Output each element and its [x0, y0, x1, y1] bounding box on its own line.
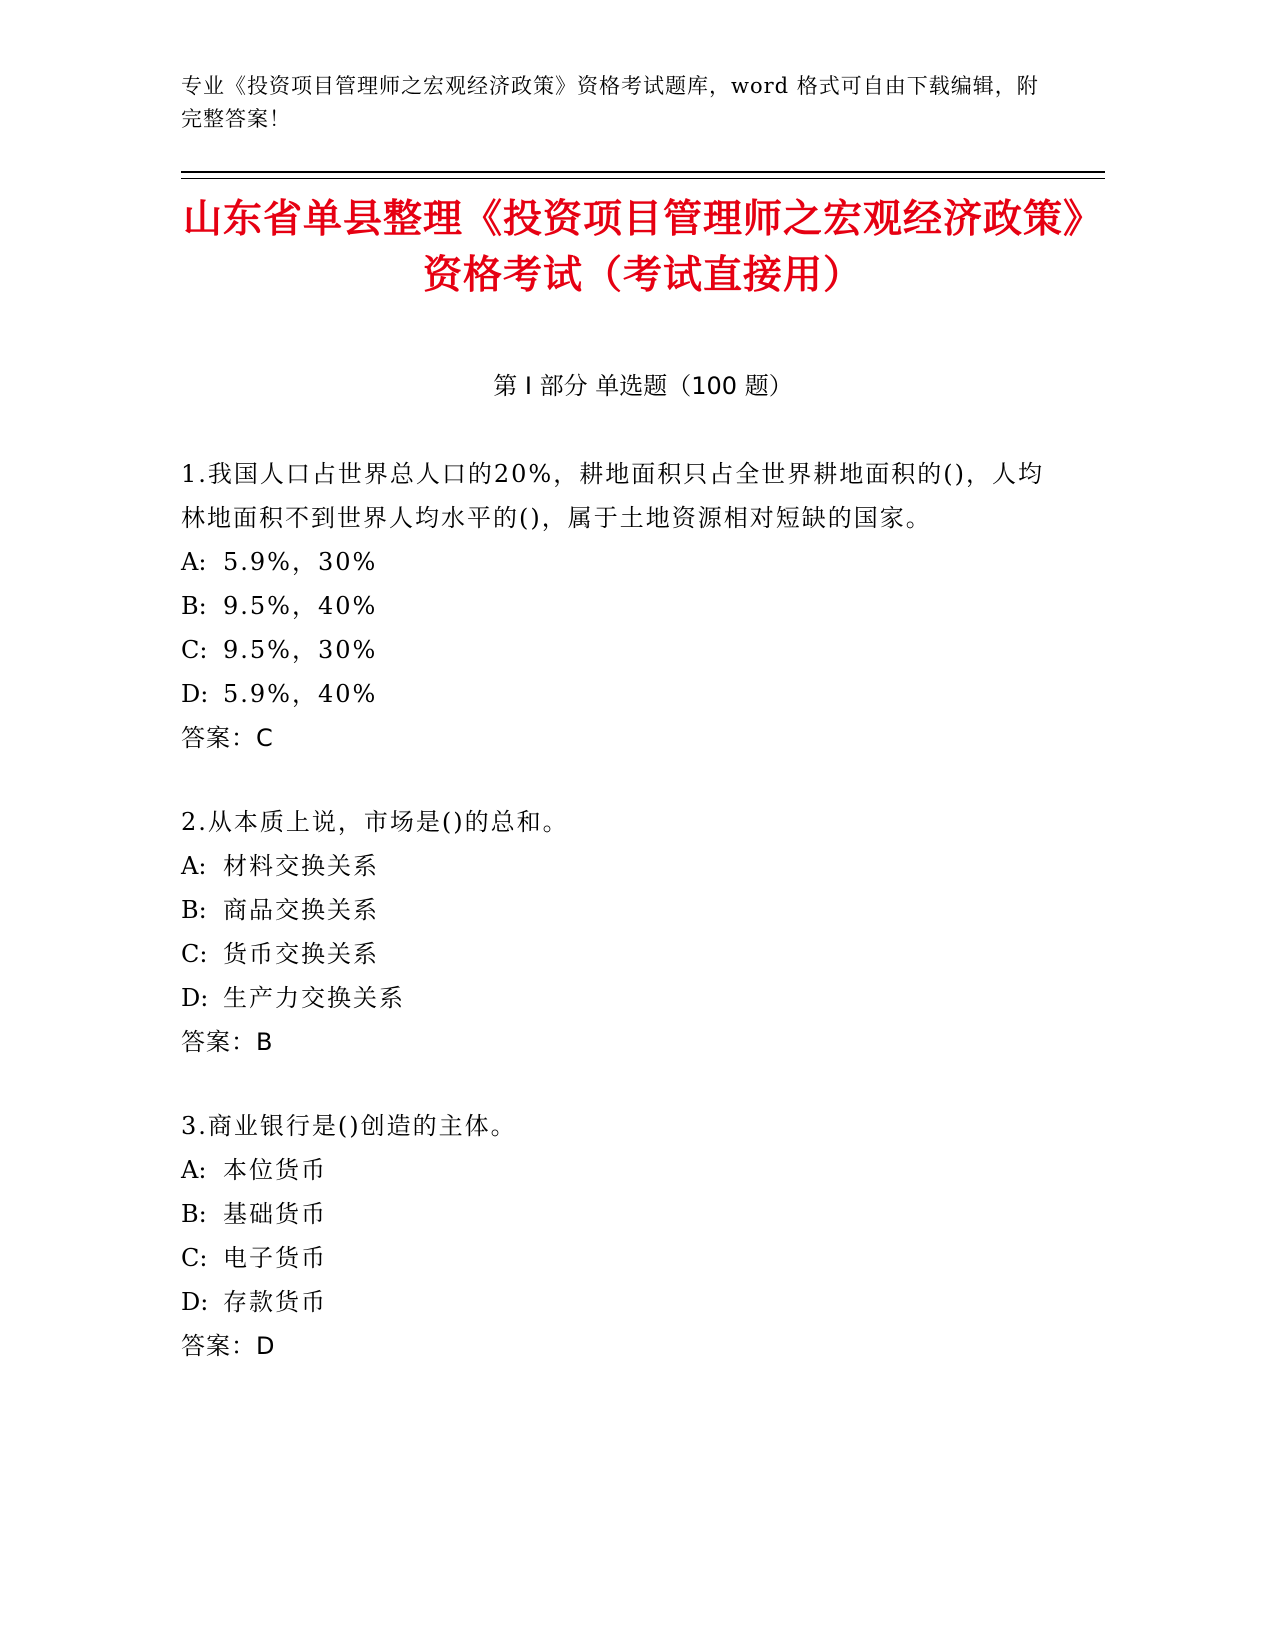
option-label: A: — [181, 548, 207, 576]
option-c — [181, 1236, 1061, 1280]
option-a — [181, 844, 1061, 888]
answer-prefix: 答案： — [181, 1332, 256, 1360]
option-label: A: — [181, 852, 207, 880]
option-text: 商品交换关系 — [223, 896, 379, 924]
option-text: 电子货币 — [223, 1244, 327, 1272]
answer-value: B — [256, 1028, 274, 1056]
option-label: C: — [181, 1244, 208, 1272]
answer-prefix: 答案： — [181, 1028, 256, 1056]
option-text: 5.9%，40% — [223, 680, 378, 708]
answer-line — [181, 1324, 1061, 1368]
option-b — [181, 1192, 1061, 1236]
option-label: B: — [181, 592, 207, 620]
question-stem: 3.商业银行是()创造的主体。 — [181, 1112, 517, 1140]
question-3 — [181, 1104, 1061, 1368]
header-rule-thin — [181, 178, 1105, 179]
option-b — [181, 584, 1061, 628]
option-text: 基础货币 — [223, 1200, 327, 1228]
option-a — [181, 1148, 1061, 1192]
document-title: 山东省单县整理《投资项目管理师之宏观经济政策》资格考试（考试直接用） — [182, 197, 1103, 298]
option-text: 9.5%，30% — [223, 636, 378, 664]
question-2 — [181, 800, 1061, 1064]
option-d — [181, 1280, 1061, 1324]
option-a — [181, 540, 1061, 584]
option-text: 材料交换关系 — [223, 852, 379, 880]
option-label: B: — [181, 896, 207, 924]
section-title: 第 I 部分 单选题（100 题） — [493, 372, 793, 400]
answer-line — [181, 1020, 1061, 1064]
answer-value: D — [256, 1332, 276, 1360]
question-stem: 2.从本质上说，市场是()的总和。 — [181, 808, 569, 836]
question-list — [181, 452, 1061, 1408]
option-label: C: — [181, 940, 208, 968]
option-c — [181, 628, 1061, 672]
option-label: B: — [181, 1200, 207, 1228]
option-text: 存款货币 — [223, 1288, 327, 1316]
option-c — [181, 932, 1061, 976]
option-label: C: — [181, 636, 208, 664]
option-text: 生产力交换关系 — [223, 984, 405, 1012]
option-text: 货币交换关系 — [223, 940, 379, 968]
option-text: 5.9%，30% — [223, 548, 378, 576]
option-label: D: — [181, 680, 209, 708]
answer-prefix: 答案： — [181, 724, 256, 752]
answer-value: C — [256, 724, 274, 752]
option-label: D: — [181, 984, 209, 1012]
question-1 — [181, 452, 1061, 760]
option-label: D: — [181, 1288, 209, 1316]
header-note: 专业《投资项目管理师之宏观经济政策》资格考试题库，word 格式可自由下载编辑，附完整答案！ — [181, 74, 1039, 131]
option-label: A: — [181, 1156, 207, 1184]
option-text: 9.5%，40% — [223, 592, 378, 620]
option-text: 本位货币 — [223, 1156, 327, 1184]
option-d — [181, 976, 1061, 1020]
answer-line — [181, 716, 1061, 760]
header-rule-thick — [181, 171, 1105, 173]
option-d — [181, 672, 1061, 716]
option-b — [181, 888, 1061, 932]
question-stem: 1.我国人口占世界总人口的20%，耕地面积只占全世界耕地面积的()，人均林地面积不到世界人均水平的()，属于土地资源相对短缺的国家。 — [181, 460, 1044, 532]
